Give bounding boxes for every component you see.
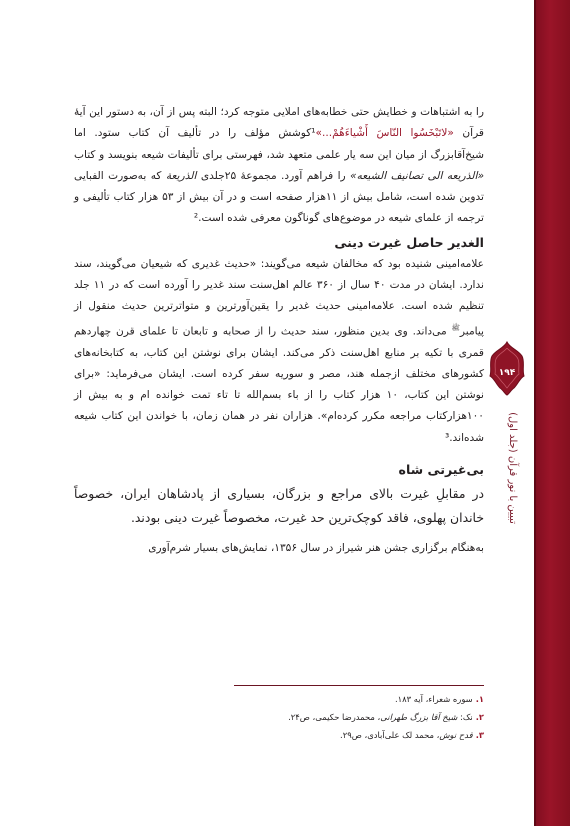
book-title-zaria-short: الذریعة [165, 169, 197, 182]
intro-text-4: که به‌صورت الفبایی تدوین شده است، شامل بیش از ۱۱هزار صفحه است و در آن بیش از ۵۳ هزار کتاب تألیفی و ترجمه از علمای شیعه در موضوع‌های گوناگون معرفی شده است.² [74, 169, 484, 225]
section-heading-shah: بی‌غیرتی شاه [398, 461, 484, 477]
al-ghadir-paragraph [74, 254, 484, 449]
footnote-text: سوره شعراء، آیه ۱۸۳. [394, 694, 473, 704]
footnote-3 [74, 726, 484, 744]
footnote-2 [74, 708, 484, 726]
intro-text-3: را فراهم آورد. مجموعهٔ ۲۵جلدی [196, 169, 351, 182]
intro-text-2: ¹کوشش مؤلف را در تألیف آن کتاب ستود. اما شیخ‌آقابزرگ از میان این سه یار علمی متعهد شد، فهرستی برای تألیفات شیعه بنویسد و کتاب [74, 127, 484, 161]
book-title-zaria: «الذریعه الی تصانیف الشیعه» [350, 169, 485, 182]
shah-paragraph: در مقابلِ غیرت بالای مراجع و بزرگان، بسیاری از پادشاهان ایران، خصوصاً خاندان پهلوی، فاقد کوچک‌ترین حد غیرت، مخصوصاً غیرت دینی بودند. [74, 485, 484, 525]
page-number: ۱۹۴ [498, 368, 516, 378]
running-title: تبیین با نور قرآن (جلد اول) [507, 412, 518, 524]
footnote-prefix: نک: [457, 712, 473, 722]
honorific-glyph: ﷺ [451, 323, 460, 332]
footnote-text: ، محمد لک علی‌آبادی، ص۲۹. [340, 730, 440, 740]
al-ghadir-text-2: می‌داند. وی بدین منظور، سند حدیث را از صحابه و تابعان تا علمای قرن چهاردهم قمری با تکیه بر منابع اهل‌سنت ذکر می‌کند. ایشان برای نوشتن این کتاب، به کتابخانه‌های کشورهای مختلف ازجمله هند، مصر و سوریه سفر کرده است. ایشان می‌فرماید: «برای نوشتن این کتاب، ۱۰ هزار کتاب را از باء بسم‌الله تا تاء تمت خوانده ام و به بیش از ۱۰۰هزارکتاب مراجعه مکرر کرده‌ام». هزاران نفر در همان زمان، با خواندن این کتاب شیعه شده‌اند.³ [74, 325, 484, 444]
quran-verse: «لاتَبْخَسُوا النّاسَ أَشْیاءَهُمْ...» [315, 127, 454, 140]
decorative-side-band [534, 0, 570, 826]
shiraz-paragraph: به‌هنگام برگزاری جشن هنر شیراز در سال ۱۳۵۶، نمایش‌های بسیار شرم‌آوری [148, 541, 484, 554]
footnote-divider [234, 685, 484, 686]
footnote-number: ۱. [475, 694, 484, 704]
al-ghadir-text-1: علامه‌امینی شنیده بود که مخالفان شیعه می‌گویند: «حدیث غدیری که شیعیان می‌گویند، سند ندارد. ایشان در مدت ۴۰ سال از ۳۶۰ عالم اهل‌سنت سند غدیر را آورده است که در ۱۱ جلد تنظیم شده است. علامه‌امینی حدیث غدیر را یقین‌آورترین و متواترترین حدیث منقول از پیامبر [74, 257, 485, 338]
footnote-1 [74, 690, 484, 708]
section-heading-al-ghadir: الغدیر حاصل غیرت دینی [334, 234, 484, 250]
footnote-number: ۳. [475, 730, 484, 740]
intro-paragraph [74, 102, 484, 230]
footnote-book-title: شیخ آقا بزرگ طهرانی [380, 712, 458, 722]
intro-text-1: را به اشتباهات و خطایش حتی خطابه‌های املایی متوجه کرد؛ البته پس از آن، به دستور این آیهٔ قرآن [74, 106, 484, 140]
footnotes [74, 690, 484, 744]
main-text-column [74, 102, 484, 559]
footnote-number: ۲. [475, 712, 484, 722]
footnote-text: ، محمدرضا حکیمی، ص۲۴. [288, 712, 381, 722]
footnote-book-title: قدح نوش [439, 730, 473, 740]
